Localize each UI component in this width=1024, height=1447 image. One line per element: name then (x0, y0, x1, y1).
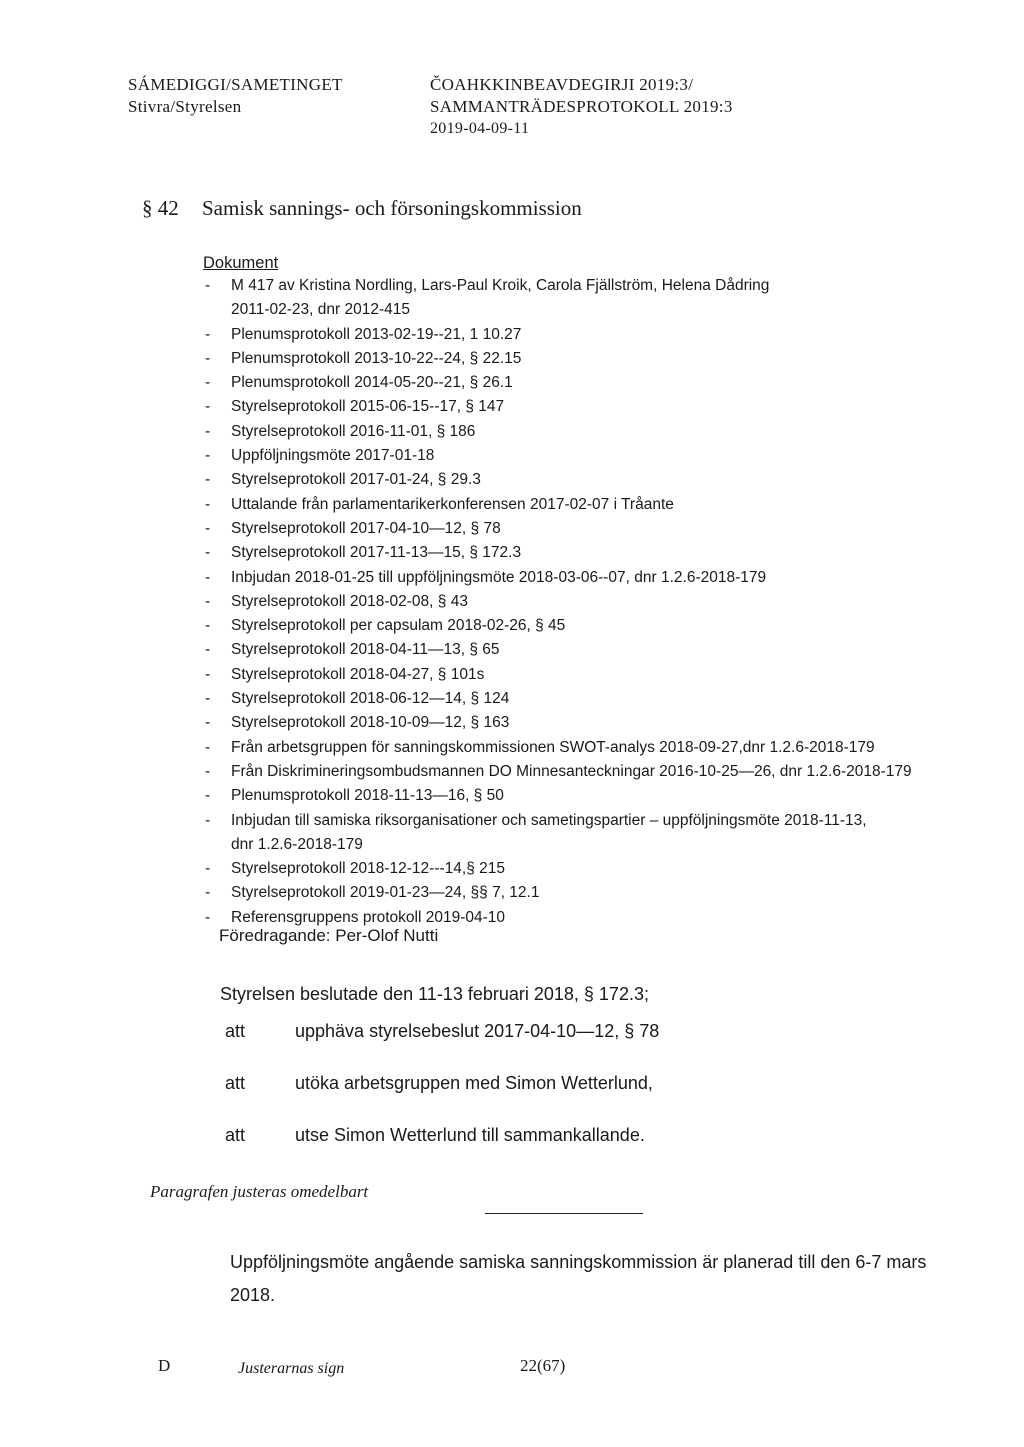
document-item (205, 517, 985, 541)
document-text: Styrelseprotokoll per capsulam 2018-02-26, § 45 (231, 617, 566, 635)
list-dash: - (205, 714, 211, 732)
document-item (205, 760, 985, 784)
header-organization (128, 74, 343, 118)
list-dash: - (205, 374, 211, 392)
document-text: Styrelseprotokoll 2018-12-12---14,§ 215 (231, 860, 505, 878)
footer-sign-label: Justerarnas sign (238, 1360, 345, 1377)
protocol-title-sami: ČOAHKKINBEAVDEGIRJI 2019:3/ (430, 75, 694, 94)
section-number: § 42 (142, 196, 179, 220)
document-text: Styrelseprotokoll 2018-04-27, § 101s (231, 665, 485, 683)
document-item (205, 857, 985, 881)
document-item (205, 784, 985, 808)
list-dash: - (205, 811, 211, 829)
decision-text: utöka arbetsgruppen med Simon Wetterlund, (295, 1073, 653, 1093)
document-item (205, 638, 985, 662)
document-item (205, 809, 985, 833)
document-text: Styrelseprotokoll 2017-04-10—12, § 78 (231, 519, 501, 537)
document-text: Uppföljningsmöte 2017-01-18 (231, 447, 435, 465)
org-name: SÁMEDIGGI/SAMETINGET (128, 75, 343, 94)
list-dash: - (205, 325, 211, 343)
list-dash: - (205, 422, 211, 440)
document-item (205, 614, 985, 638)
list-dash: - (205, 349, 211, 367)
document-item (205, 395, 985, 419)
document-item (205, 444, 985, 468)
decision-item (225, 1125, 645, 1146)
section-heading (142, 196, 582, 221)
document-item (205, 541, 985, 565)
signature-line (485, 1213, 643, 1214)
list-dash: - (205, 738, 211, 756)
list-dash: - (205, 592, 211, 610)
document-item (205, 420, 985, 444)
page-number: 22(67) (520, 1356, 566, 1375)
decision-intro: Styrelsen beslutade den 11-13 februari 2018, § 172.3; (220, 984, 649, 1004)
document-text: Styrelseprotokoll 2016-11-01, § 186 (231, 422, 476, 440)
list-dash: - (205, 617, 211, 635)
list-dash: - (205, 762, 211, 780)
decision-att: att (225, 1073, 246, 1093)
document-item (205, 468, 985, 492)
document-item (205, 881, 985, 905)
document-text: 2011-02-23, dnr 2012-415 (231, 301, 410, 319)
presenter: Föredragande: Per-Olof Nutti (219, 926, 439, 945)
document-item (205, 687, 985, 711)
document-item (205, 736, 985, 760)
document-item (205, 323, 985, 347)
decision-text: utse Simon Wetterlund till sammankallande. (295, 1125, 645, 1145)
list-dash: - (205, 568, 211, 586)
document-text: Styrelseprotokoll 2018-04-11—13, § 65 (231, 641, 500, 659)
document-text: Uttalande från parlamentarikerkonferensen 2017-02-07 i Tråante (231, 495, 674, 513)
list-dash: - (205, 665, 211, 683)
document-text: Styrelseprotokoll 2018-02-08, § 43 (231, 592, 468, 610)
list-dash: - (205, 519, 211, 537)
adjustment-note: Paragrafen justeras omedelbart (150, 1182, 369, 1201)
decision-item (225, 1073, 653, 1094)
document-text: Plenumsprotokoll 2014-05-20--21, § 26.1 (231, 374, 513, 392)
list-dash: - (205, 641, 211, 659)
section-title: Samisk sannings- och försoningskommission (202, 196, 582, 220)
decision-att: att (225, 1125, 246, 1145)
document-text: Styrelseprotokoll 2017-01-24, § 29.3 (231, 471, 481, 489)
document-item (205, 298, 985, 322)
followup-note: Uppföljningsmöte angående samiska sanningskommission är planerad till den 6-7 mars 2018. (230, 1252, 927, 1305)
list-dash: - (205, 544, 211, 562)
list-dash: - (205, 787, 211, 805)
document-text: Referensgruppens protokoll 2019-04-10 (231, 908, 506, 926)
document-item (205, 711, 985, 735)
document-item (205, 347, 985, 371)
documents-list (205, 274, 985, 930)
protocol-title-swedish: SAMMANTRÄDESPROTOKOLL 2019:3 (430, 97, 733, 116)
document-text: Styrelseprotokoll 2017-11-13—15, § 172.3 (231, 544, 522, 562)
document-item (205, 493, 985, 517)
document-text: Inbjudan 2018-01-25 till uppföljningsmöte 2018-03-06--07, dnr 1.2.6-2018-179 (231, 568, 767, 586)
document-item (205, 590, 985, 614)
documents-label: Dokument (203, 254, 279, 272)
document-text: dnr 1.2.6-2018-179 (231, 835, 363, 853)
list-dash: - (205, 690, 211, 708)
document-text: Plenumsprotokoll 2013-10-22--24, § 22.15 (231, 349, 522, 367)
document-item (205, 566, 985, 590)
list-dash: - (205, 277, 211, 294)
document-item (205, 663, 985, 687)
decision-att: att (225, 1021, 246, 1041)
board-name: Stivra/Styrelsen (128, 97, 242, 116)
document-item (205, 274, 985, 298)
list-dash: - (205, 398, 211, 416)
header-protocol-info (430, 74, 733, 140)
meeting-date: 2019-04-09-11 (430, 120, 530, 137)
document-text: Plenumsprotokoll 2018-11-13—16, § 50 (231, 787, 504, 805)
decision-item (225, 1021, 659, 1042)
list-dash: - (205, 447, 211, 465)
list-dash: - (205, 495, 211, 513)
document-text: Från Diskrimineringsombudsmannen DO Minnesanteckningar 2016-10-25—26, dnr 1.2.6-2018-179 (231, 762, 912, 780)
list-dash: - (205, 471, 211, 489)
document-text: M 417 av Kristina Nordling, Lars-Paul Kroik, Carola Fjällström, Helena Dådring (231, 277, 770, 294)
document-text: Plenumsprotokoll 2013-02-19--21, 1 10.27 (231, 325, 522, 343)
document-text: Styrelseprotokoll 2018-10-09—12, § 163 (231, 714, 510, 732)
list-dash: - (205, 860, 211, 878)
list-dash: - (205, 908, 211, 926)
footer-initial: D (158, 1356, 171, 1375)
document-item (205, 833, 985, 857)
document-text: Styrelseprotokoll 2018-06-12—14, § 124 (231, 690, 510, 708)
document-text: Styrelseprotokoll 2019-01-23—24, §§ 7, 12.1 (231, 884, 540, 902)
document-text: Styrelseprotokoll 2015-06-15--17, § 147 (231, 398, 505, 416)
document-text: Inbjudan till samiska riksorganisationer och sametingspartier – uppföljningsmöte 2018-11-13, (231, 811, 867, 829)
list-dash: - (205, 884, 211, 902)
decision-text: upphäva styrelsebeslut 2017-04-10—12, § 78 (295, 1021, 660, 1041)
document-item (205, 371, 985, 395)
document-text: Från arbetsgruppen för sanningskommissionen SWOT-analys 2018-09-27,dnr 1.2.6-2018-179 (231, 738, 875, 756)
